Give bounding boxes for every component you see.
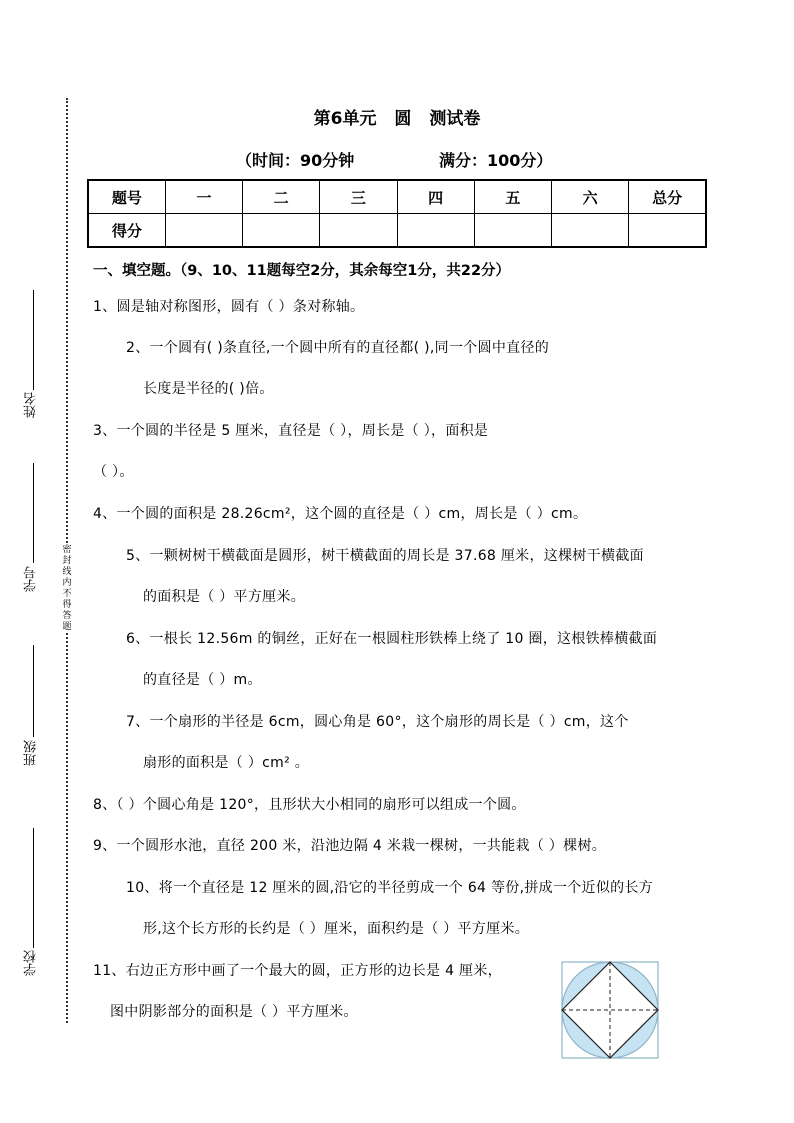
- question-8: 8、（ ）个圆心角是 120°，且形状大小相同的扇形可以组成一个圆。: [93, 797, 526, 813]
- score-cell[interactable]: [320, 214, 397, 248]
- score-table-header-row: [88, 180, 706, 214]
- score-table-score-row: [88, 214, 706, 248]
- score-cell[interactable]: [474, 214, 551, 248]
- header-cell: 总分: [629, 180, 706, 214]
- score-table: [87, 179, 707, 248]
- page-title: [0, 104, 794, 129]
- question-9: 9、一个圆形水池，直径 200 米，沿池边隔 4 米栽一棵树，一共能栽（ ）棵树。: [93, 838, 607, 854]
- question-7-line-2: 扇形的面积是（ ）cm² 。: [143, 755, 310, 771]
- question-11-line-1: 11、右边正方形中画了一个最大的圆，正方形的边长是 4 厘米，: [93, 963, 502, 979]
- class-line: [33, 645, 34, 737]
- header-cell: 四: [397, 180, 474, 214]
- header-cell: 二: [243, 180, 320, 214]
- section-heading: 一、填空题。（9、10、11题每空2分，其余每空1分，共22分）: [93, 263, 511, 279]
- question-6-line-1: 6、一根长 12.56m 的铜丝，正好在一根圆柱形铁棒上绕了 10 圈，这根铁棒横截面: [126, 631, 658, 647]
- title-unit: 第6单元: [313, 109, 377, 129]
- square-circle-figure: [561, 961, 659, 1059]
- question-6-line-2: 的直径是（ ）m。: [143, 672, 262, 688]
- question-10-line-2: 形,这个长方形的长约是（ ）厘米，面积约是（ ）平方厘米。: [143, 921, 530, 937]
- score-cell[interactable]: [629, 214, 706, 248]
- score-cell[interactable]: [397, 214, 474, 248]
- header-cell: 题号: [88, 180, 165, 214]
- question-4: 4、一个圆的面积是 28.26cm²，这个圆的直径是（ ）cm，周长是（ ）cm。: [93, 506, 588, 522]
- row-label-cell: 得分: [88, 214, 165, 248]
- school-label: 学校: [24, 950, 39, 976]
- score-cell[interactable]: [552, 214, 629, 248]
- question-10-line-1: 10、将一个直径是 12 厘米的圆,沿它的半径剪成一个 64 等份,拼成一个近似的长方: [126, 880, 654, 896]
- question-1: 1、圆是轴对称图形，圆有（ ）条对称轴。: [93, 299, 365, 315]
- student-id-label: 学号: [24, 566, 39, 592]
- header-cell: 一: [165, 180, 242, 214]
- header-cell: 三: [320, 180, 397, 214]
- question-2-line-2: 长度是半径的( )倍。: [143, 381, 274, 397]
- class-label: 班级: [24, 740, 39, 766]
- time-limit: （时间：90分钟: [236, 151, 355, 170]
- student-id-line: [33, 463, 34, 563]
- school-line: [33, 828, 34, 948]
- seal-notice: 密封线内不得答题: [60, 545, 74, 633]
- full-score: 满分：100分）: [439, 151, 553, 170]
- title-kind: 测试卷: [429, 109, 481, 129]
- score-cell[interactable]: [165, 214, 242, 248]
- question-5-line-1: 5、一颗树树干横截面是圆形，树干横截面的周长是 37.68 厘米，这棵树干横截面: [126, 548, 644, 564]
- question-7-line-1: 7、一个扇形的半径是 6cm，圆心角是 60°，这个扇形的周长是（ ）cm，这个: [126, 714, 629, 730]
- name-line: [33, 290, 34, 390]
- question-5-line-2: 的面积是（ ）平方厘米。: [143, 589, 306, 605]
- title-topic: 圆: [394, 109, 412, 129]
- header-cell: 五: [474, 180, 551, 214]
- question-11-line-2: 图中阴影部分的面积是（ ）平方厘米。: [110, 1004, 358, 1020]
- exam-info: [236, 148, 553, 171]
- question-2-line-1: 2、一个圆有( )条直径,一个圆中所有的直径都( ),同一个圆中直径的: [126, 340, 550, 356]
- header-cell: 六: [552, 180, 629, 214]
- score-cell[interactable]: [243, 214, 320, 248]
- question-3-line-2: （ ）。: [93, 464, 134, 480]
- name-label: 姓名: [24, 392, 39, 418]
- question-3-line-1: 3、一个圆的半径是 5 厘米，直径是（ ），周长是（ ），面积是: [93, 423, 489, 439]
